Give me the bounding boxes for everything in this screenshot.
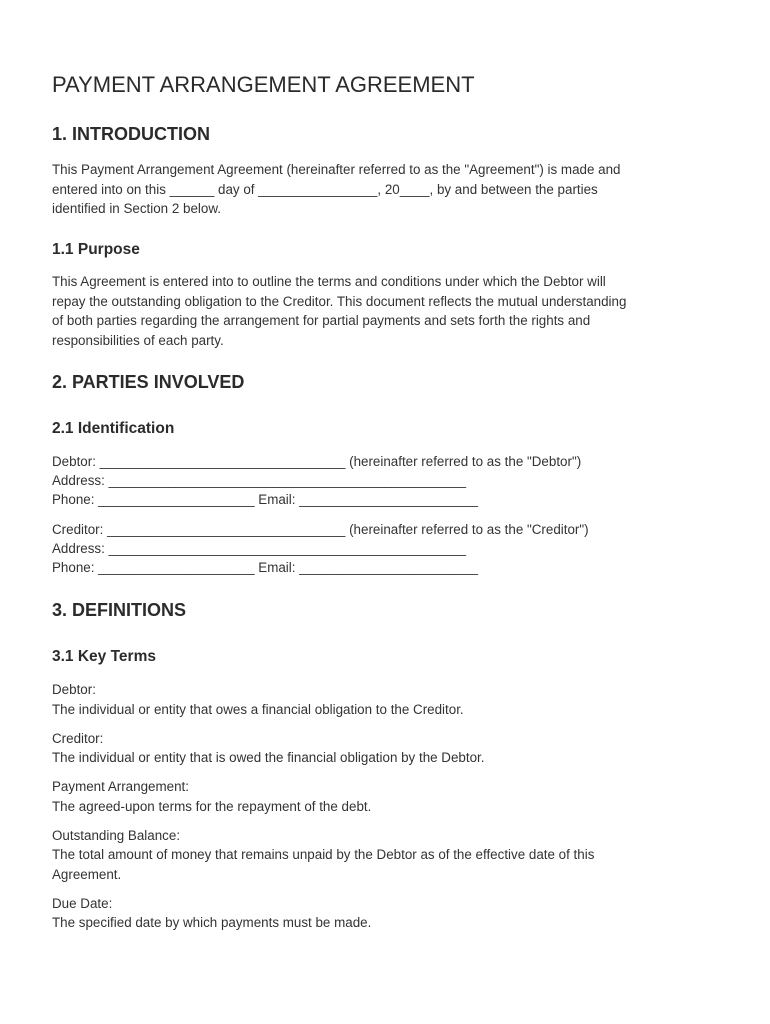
creditor-address-field: Address: ________________________________________________: [52, 541, 467, 556]
definition-term: Creditor:: [52, 730, 104, 746]
definition-term: Due Date:: [52, 895, 113, 911]
purpose-line-2: repay the outstanding obligation to the Creditor. This document reflects the mutual understanding: [52, 293, 627, 309]
subsection-purpose-heading: 1.1 Purpose: [52, 241, 140, 258]
creditor-contact-field: Phone: _____________________ Email: ________________________: [52, 560, 478, 575]
debtor-contact-field: Phone: _____________________ Email: ________________________: [52, 492, 478, 507]
definition-text: The individual or entity that is owed the financial obligation by the Debtor.: [52, 750, 485, 765]
definition-term: Payment Arrangement:: [52, 779, 189, 794]
definition-term: Debtor:: [52, 682, 96, 697]
section-introduction-heading: 1. INTRODUCTION: [52, 124, 211, 144]
section-parties-heading: 2. PARTIES INVOLVED: [52, 372, 245, 392]
introduction-line-1: This Payment Arrangement Agreement (hereinafter referred to as the "Agreement") is made and: [52, 162, 621, 177]
definition-text: The agreed-upon terms for the repayment of the debt.: [52, 798, 372, 814]
document-title: PAYMENT ARRANGEMENT AGREEMENT: [52, 72, 475, 97]
subsection-key-terms-heading: 3.1 Key Terms: [52, 648, 156, 665]
debtor-address-field: Address: ________________________________________________: [52, 473, 467, 488]
introduction-line-3: identified in Section 2 below.: [52, 201, 221, 216]
purpose-line-3: of both parties regarding the arrangement for partial payments and sets forth the rights and: [52, 313, 591, 328]
definition-text: The specified date by which payments must be made.: [52, 915, 372, 930]
debtor-name-field: Debtor: _________________________________ (hereinafter referred to as the "Debtor"): [52, 454, 582, 469]
subsection-identification-heading: 2.1 Identification: [52, 420, 175, 437]
creditor-name-field: Creditor: ________________________________ (hereinafter referred to as the "Creditor"): [52, 522, 589, 537]
definition-text: The individual or entity that owes a financial obligation to the Creditor.: [52, 701, 464, 717]
introduction-line-2: entered into on this ______ day of ________________, 20____, by and between the parties: [52, 181, 598, 197]
definition-text: The total amount of money that remains unpaid by the Debtor as of the effective date of this: [52, 847, 595, 862]
definition-text: Agreement.: [52, 866, 122, 882]
section-definitions-heading: 3. DEFINITIONS: [52, 600, 187, 620]
purpose-line-1: This Agreement is entered into to outline the terms and conditions under which the Debtor will: [52, 274, 606, 289]
definition-term: Outstanding Balance:: [52, 827, 181, 843]
purpose-line-4: responsibilities of each party.: [52, 332, 224, 348]
